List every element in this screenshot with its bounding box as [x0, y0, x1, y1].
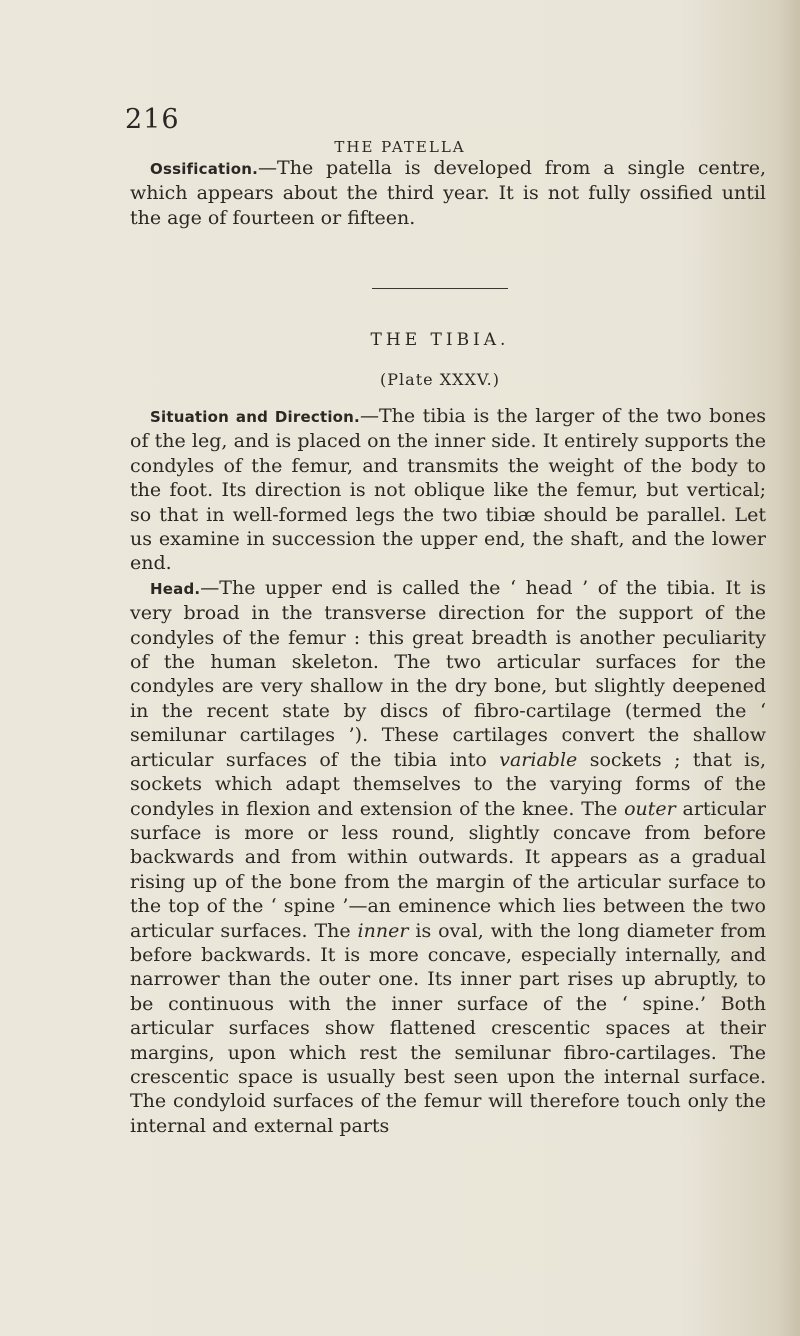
- page-number: 216: [125, 104, 180, 135]
- section-divider: [372, 288, 508, 289]
- head-emphasis-variable: variable: [499, 748, 578, 771]
- head-heading: Head.: [150, 579, 201, 598]
- head-emphasis-outer: outer: [624, 797, 676, 820]
- head-text-1: —The upper end is called the ‘ head ’ of the tibia. It is very broad in the transverse direction for the support of the condyles of the femur : this great breadth is another peculiarity of the human skeleton. The two articular surfaces for the condyles are very shallow in the dry bone, but slightly deepened in the recent state by discs of fibro-cartilage (termed the ‘ semilunar cartilages ’). These cartilages convert the shallow articular surfaces of the tibia into: [130, 576, 766, 771]
- ossification-heading: Ossification.: [150, 160, 259, 178]
- head-paragraph: [130, 576, 766, 1138]
- head-text-4: is oval, with the long diameter from before backwards. It is more concave, especially internally, and narrower than the outer one. Its inner part rises up abruptly, to be continuous with the inner surface of the ‘ spine.’ Both articular surfaces show flattened crescentic spaces at their margins, upon which rest the semilunar fibro-cartilages. The crescentic space is usually best seen upon the internal surface. The condyloid surfaces of the femur will therefore touch only the internal and external parts: [130, 919, 766, 1137]
- situation-text: —The tibia is the larger of the two bones of the leg, and is placed on the inner side. It entirely supports the condyles of the femur, and transmits the weight of the body to the foot. Its direction is not oblique like the femur, but vertical; so that in well-formed legs the two tibiæ should be parallel. Let us examine in succession the upper end, the shaft, and the lower end.: [130, 405, 766, 575]
- situation-paragraph: [130, 404, 766, 576]
- running-head: THE PATELLA: [334, 138, 466, 156]
- situation-heading: Situation and Direction.: [150, 408, 360, 426]
- ossification-section: [130, 156, 766, 230]
- head-text-3: articular surface is more or less round, slightly concave from before backwards and from within outwards. It appears as a gradual rising up of the bone from the margin of the articular surface to the top of the ‘ spine ’—an eminence which lies between the two articular surfaces. The: [130, 797, 766, 942]
- head-text-2: sockets ; that is, sockets which adapt themselves to the varying forms of the condyles in flexion and extension of the knee. The: [130, 748, 766, 820]
- plate-reference: (Plate XXXV.): [380, 370, 500, 389]
- tibia-body: [130, 404, 766, 1138]
- ossification-text: —The patella is developed from a single centre, which appears about the third year. It is not fully ossified until the age of fourteen or fifteen.: [130, 157, 766, 229]
- ossification-paragraph: [130, 156, 766, 230]
- head-emphasis-inner: inner: [357, 919, 409, 942]
- section-title: THE TIBIA.: [370, 330, 510, 350]
